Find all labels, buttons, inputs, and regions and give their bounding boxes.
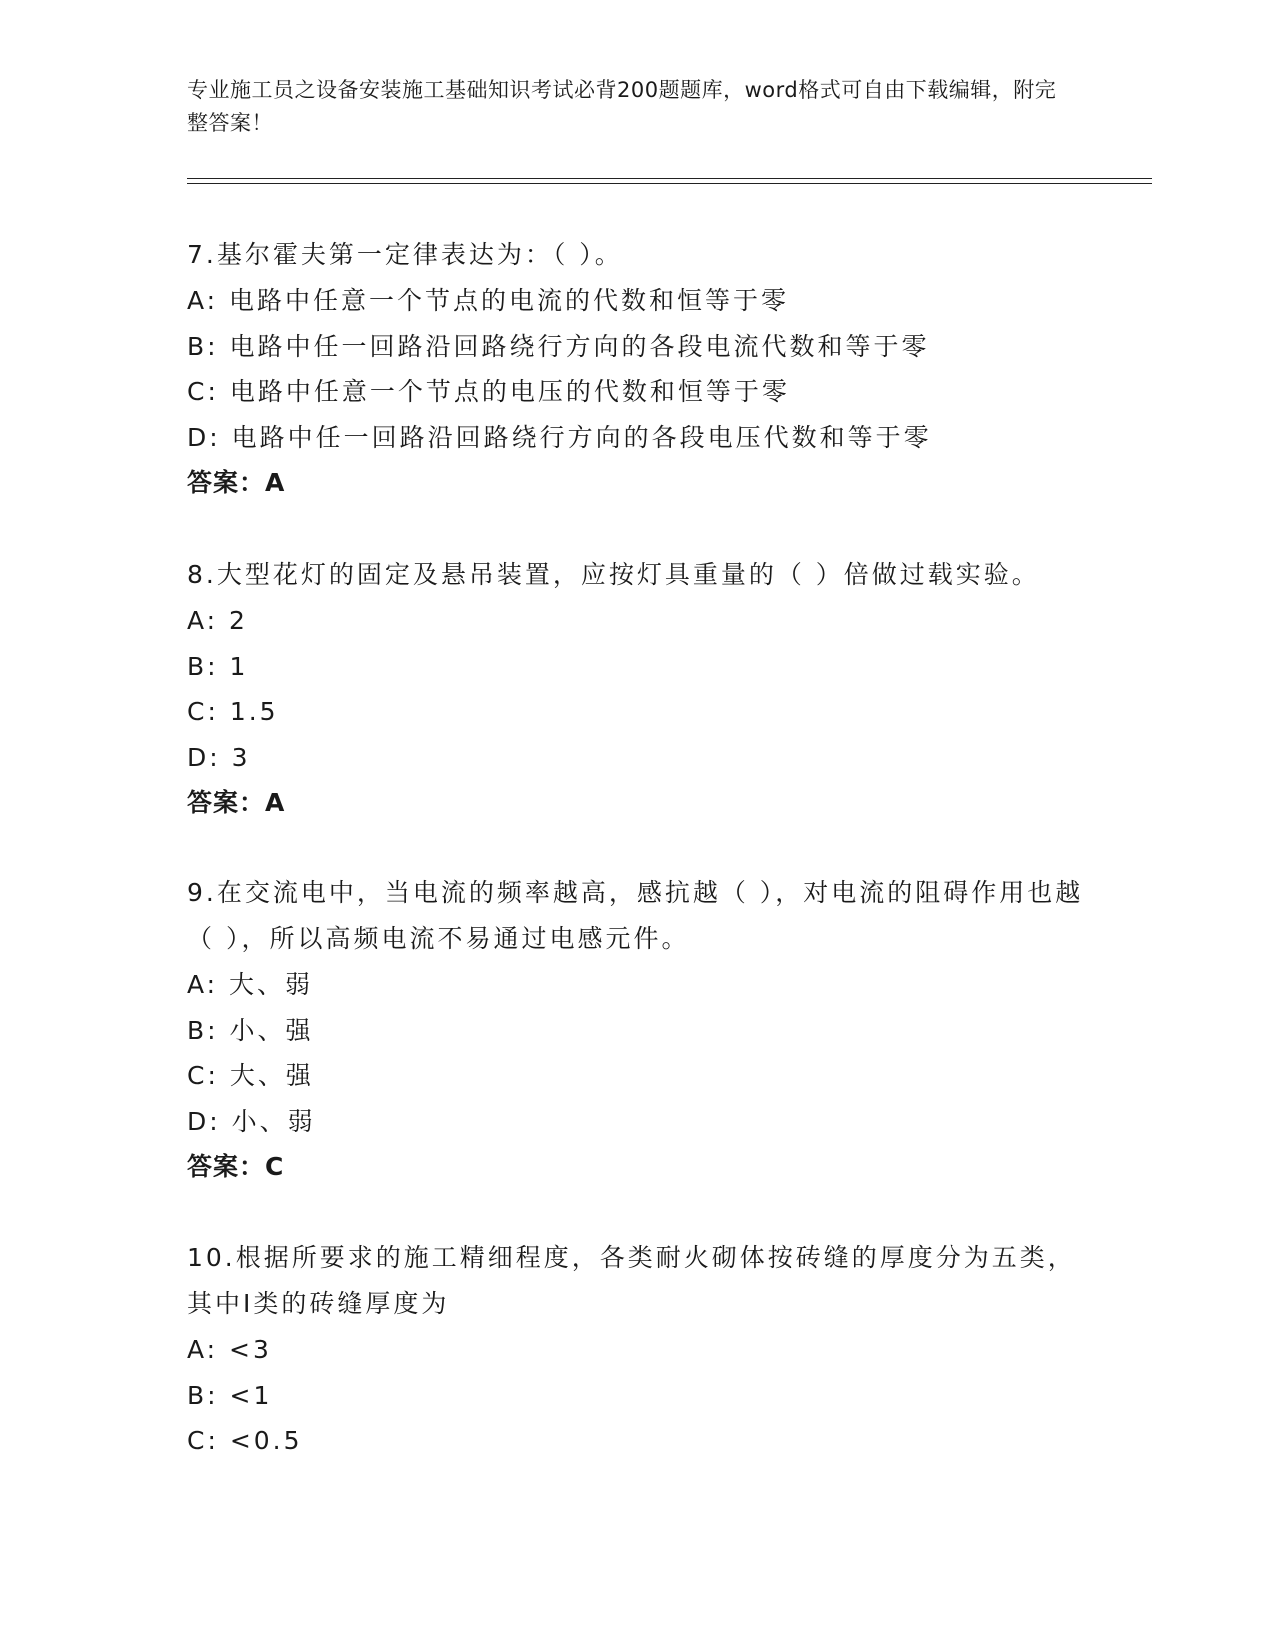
document-header: 专业施工员之设备安装施工基础知识考试必背200题题库，word格式可自由下载编辑，附完整答案！ — [187, 78, 1057, 135]
question-9 — [187, 870, 1087, 1190]
question-8 — [187, 552, 1087, 826]
option-a: A: 2 — [187, 606, 248, 635]
question-stem: 10.根据所要求的施工精细程度，各类耐火砌体按砖缝的厚度分为五类，其中Ⅰ类的砖缝厚度为 — [187, 1243, 1076, 1318]
question-10 — [187, 1235, 1087, 1464]
question-stem: 8.大型花灯的固定及悬吊装置，应按灯具重量的（ ）倍做过载实验。 — [187, 560, 1040, 589]
option-a: A: 大、弱 — [187, 970, 314, 999]
option-d: D: 3 — [187, 742, 251, 772]
option-c: C: 大、强 — [187, 1061, 314, 1090]
question-stem: 7.基尔霍夫第一定律表达为：（ ）。 — [187, 240, 623, 269]
header-divider-top — [187, 178, 1152, 179]
answer-label: 答案：A — [187, 788, 286, 817]
option-b: B: <1 — [187, 1380, 273, 1410]
option-b: B: 小、强 — [187, 1015, 314, 1045]
option-a: A: 电路中任意一个节点的电流的代数和恒等于零 — [187, 286, 790, 315]
option-d: D: 小、弱 — [187, 1106, 316, 1136]
answer-label: 答案：A — [187, 468, 286, 497]
header-divider-bottom — [187, 183, 1152, 184]
answer-label: 答案：C — [187, 1152, 285, 1181]
option-c: C: 电路中任意一个节点的电压的代数和恒等于零 — [187, 377, 790, 406]
option-b: B: 1 — [187, 651, 249, 681]
option-b: B: 电路中任一回路沿回路绕行方向的各段电流代数和等于零 — [187, 331, 930, 361]
option-c: C: <0.5 — [187, 1426, 303, 1455]
option-d: D: 电路中任一回路沿回路绕行方向的各段电压代数和等于零 — [187, 422, 932, 452]
question-stem: 9.在交流电中，当电流的频率越高，感抗越（ ），对电流的阻碍作用也越（ ），所以高频电流不易通过电感元件。 — [187, 878, 1084, 953]
option-a: A: <3 — [187, 1335, 272, 1364]
option-c: C: 1.5 — [187, 697, 279, 726]
question-7 — [187, 232, 1087, 506]
